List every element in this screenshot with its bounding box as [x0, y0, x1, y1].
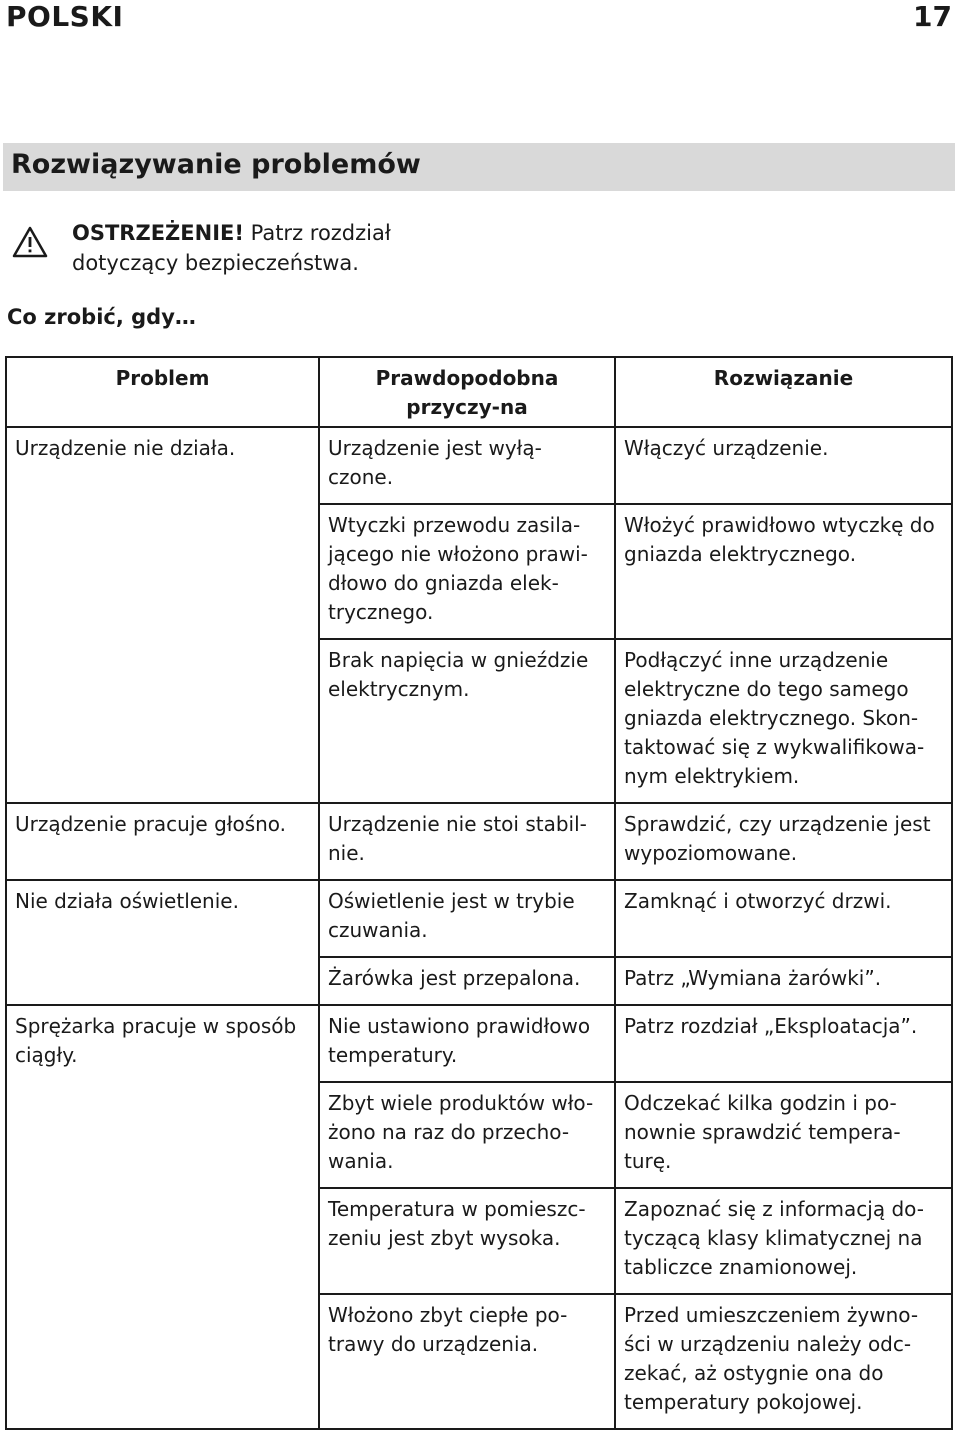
subheading: Co zrobić, gdy… [7, 305, 196, 329]
warning-label: OSTRZEŻENIE! [72, 221, 244, 245]
cause-cell: Włożono zbyt ciepłe po-trawy do urządzenia. [319, 1294, 615, 1429]
problem-cell: Nie działa oświetlenie. [6, 880, 319, 957]
solution-cell: Włączyć urządzenie. [624, 436, 829, 460]
troubleshooting-table [5, 356, 953, 1430]
warning-text-line2: dotyczący bezpieczeństwa. [72, 251, 359, 275]
cause-cell: Oświetlenie jest w trybie czuwania. [319, 880, 615, 957]
cause-cell: Zbyt wiele produktów wło-żono na raz do przecho-wania. [319, 1082, 615, 1188]
warning-text-line1: Patrz rozdział [243, 221, 391, 245]
warning-triangle-icon [12, 226, 48, 258]
warning-text [72, 218, 572, 278]
table-row [6, 1294, 952, 1429]
language-label: POLSKI [6, 0, 124, 33]
solution-cell: Zamknąć i otworzyć drzwi. [615, 880, 952, 957]
page-header [0, 0, 960, 34]
table-row [6, 639, 952, 803]
solution-cell: Odczekać kilka godzin i po-nownie sprawdzić tempera-turę. [615, 1082, 952, 1188]
column-header-cause: Prawdopodobna przyczy-na [319, 357, 615, 427]
problem-cell [6, 1082, 319, 1188]
solution-cell: Patrz „Wymiana żarówki”. [615, 957, 952, 1005]
table-row [6, 427, 952, 504]
table-row [6, 1082, 952, 1188]
solution-cell: Włożyć prawidłowo wtyczkę do gniazda elektrycznego. [615, 504, 952, 639]
solution-cell: Patrz rozdział „Eksploatacja”. [615, 1005, 952, 1082]
problem-cell [6, 1294, 319, 1429]
solution-cell: Podłączyć inne urządzenie elektryczne do tego samego gniazda elektrycznego. Skon-taktować się z wykwalifikowa-nym elektrykiem. [615, 639, 952, 803]
table-row [6, 803, 952, 880]
problem-cell: Urządzenie nie działa. [6, 427, 319, 504]
section-title: Rozwiązywanie problemów [11, 149, 421, 180]
cause-cell: Wtyczki przewodu zasila-jącego nie włożono prawi-dłowo do gniazda elek-trycznego. [319, 504, 615, 639]
table-row [6, 1005, 952, 1082]
section-title-bar [3, 143, 955, 191]
table-row [6, 880, 952, 957]
problem-cell [6, 504, 319, 639]
cause-cell: Urządzenie jest wyłą-czone. [319, 427, 615, 504]
cause-cell: Urządzenie nie stoi stabil-nie. [319, 803, 615, 880]
page-number: 17 [913, 0, 952, 33]
cause-cell: Brak napięcia w gnieździe elektrycznym. [319, 639, 615, 803]
table-row [6, 504, 952, 639]
table-header-row [6, 357, 952, 427]
column-header-solution: Rozwiązanie [615, 357, 952, 427]
problem-cell: Sprężarka pracuje w sposób ciągły. [6, 1005, 319, 1082]
problem-cell [6, 639, 319, 803]
problem-cell [6, 1188, 319, 1294]
solution-cell: Przed umieszczeniem żywno-ści w urządzeniu należy odc-zekać, aż ostygnie ona do temperatury pokojowej. [615, 1294, 952, 1429]
cause-cell: Temperatura w pomieszc-zeniu jest zbyt wysoka. [319, 1188, 615, 1294]
solution-cell: Zapoznać się z informacją do-tyczącą klasy klimatycznej na tabliczce znamionowej. [615, 1188, 952, 1294]
solution-cell: Sprawdzić, czy urządzenie jest wypoziomowane. [615, 803, 952, 880]
cause-cell: Żarówka jest przepalona. [319, 957, 615, 1005]
cause-cell: Nie ustawiono prawidłowo temperatury. [319, 1005, 615, 1082]
problem-cell [6, 957, 319, 1005]
problem-cell: Urządzenie pracuje głośno. [6, 803, 319, 880]
table-row [6, 1188, 952, 1294]
column-header-problem: Problem [6, 357, 319, 427]
table-row [6, 957, 952, 1005]
